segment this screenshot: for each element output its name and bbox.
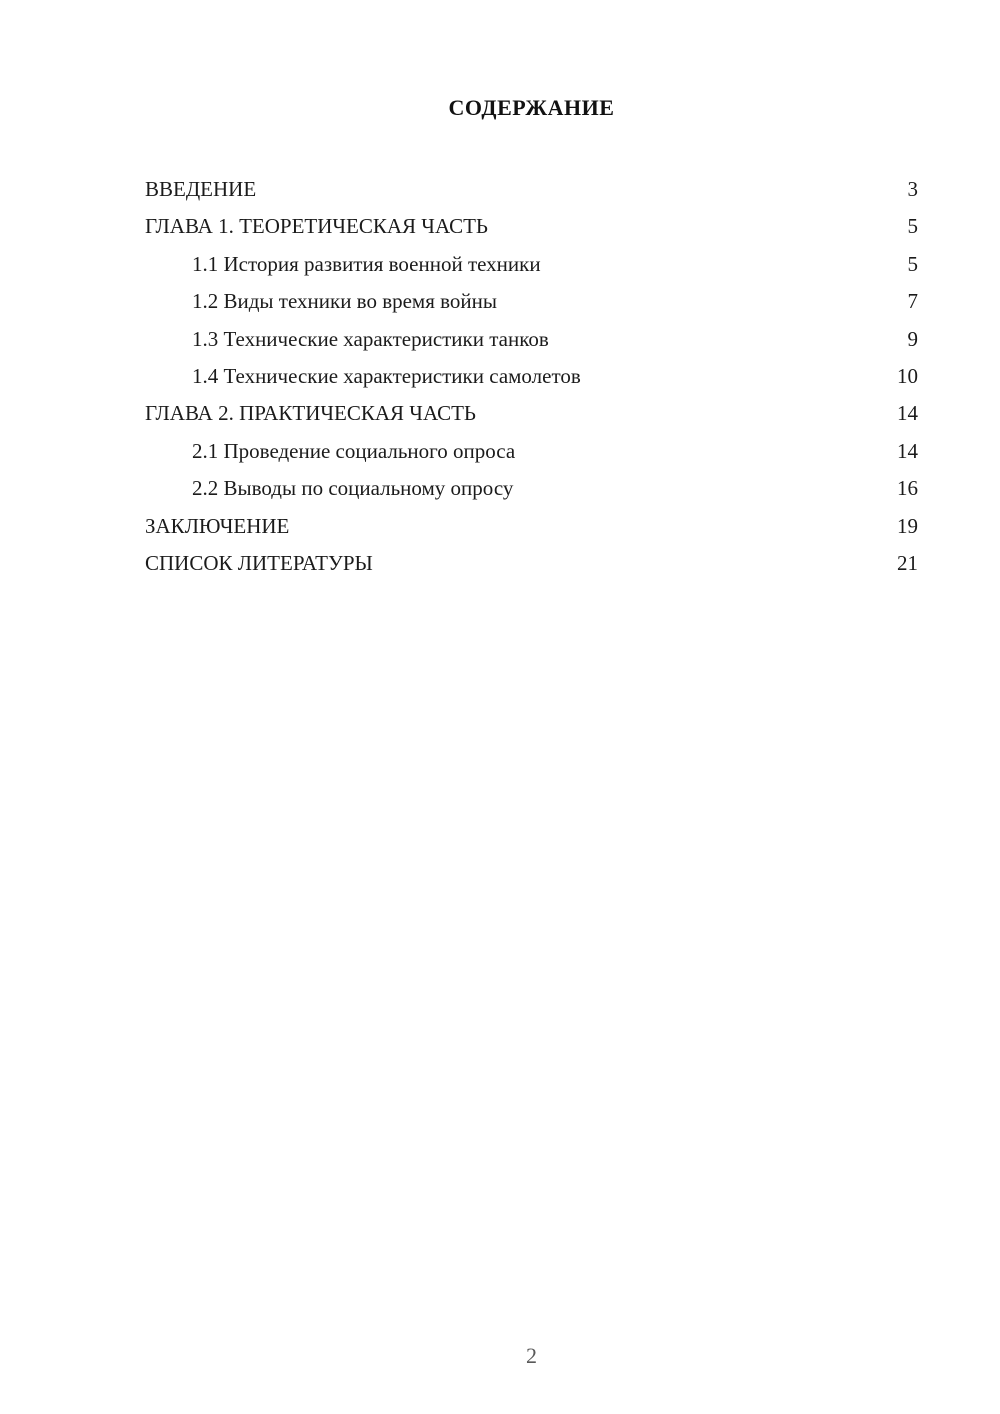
toc-entry [145,470,918,507]
toc-entry-label: ЗАКЛЮЧЕНИЕ [145,513,290,538]
toc-entry-label: 2.2 Выводы по социальному опросу [192,476,514,501]
toc-list [145,171,918,582]
toc-entry [145,433,918,470]
toc-entry-page: 5 [907,214,918,239]
page-number: 2 [526,1343,537,1368]
toc-entry-page: 10 [897,364,918,389]
toc-entry [145,171,918,208]
toc-entry [145,283,918,320]
toc-entry-page: 19 [897,513,918,538]
toc-entry [145,508,918,545]
toc-entry-page: 16 [897,476,918,501]
toc-entry-page: 14 [897,438,918,463]
toc-entry [145,395,918,432]
toc-entry-label: ГЛАВА 1. ТЕОРЕТИЧЕСКАЯ ЧАСТЬ [145,214,488,239]
toc-entry [145,208,918,245]
toc-entry [145,545,918,582]
toc-entry-label: ВВЕДЕНИЕ [145,177,257,201]
toc-entry-page: 7 [907,289,918,314]
toc-entry-label: 2.1 Проведение социального опроса [192,438,516,463]
toc-entry [145,246,918,283]
toc-entry-page: 5 [907,251,918,276]
toc-entry-label: СПИСОК ЛИТЕРАТУРЫ [145,551,373,576]
toc-entry-page: 3 [907,177,918,201]
toc-entry-label: 1.3 Технические характеристики танков [192,326,549,351]
toc-entry-label: 1.4 Технические характеристики самолетов [192,364,581,389]
toc-entry-label: 1.1 История развития военной техники [192,251,541,276]
toc-entry-label: ГЛАВА 2. ПРАКТИЧЕСКАЯ ЧАСТЬ [145,401,476,426]
toc-entry [145,321,918,358]
page-title: СОДЕРЖАНИЕ [448,95,615,120]
toc-entry [145,358,918,395]
toc-entry-label: 1.2 Виды техники во время войны [192,289,497,314]
toc-entry-page: 9 [907,326,918,351]
toc-entry-page: 14 [897,401,918,426]
toc-entry-page: 21 [897,551,918,576]
